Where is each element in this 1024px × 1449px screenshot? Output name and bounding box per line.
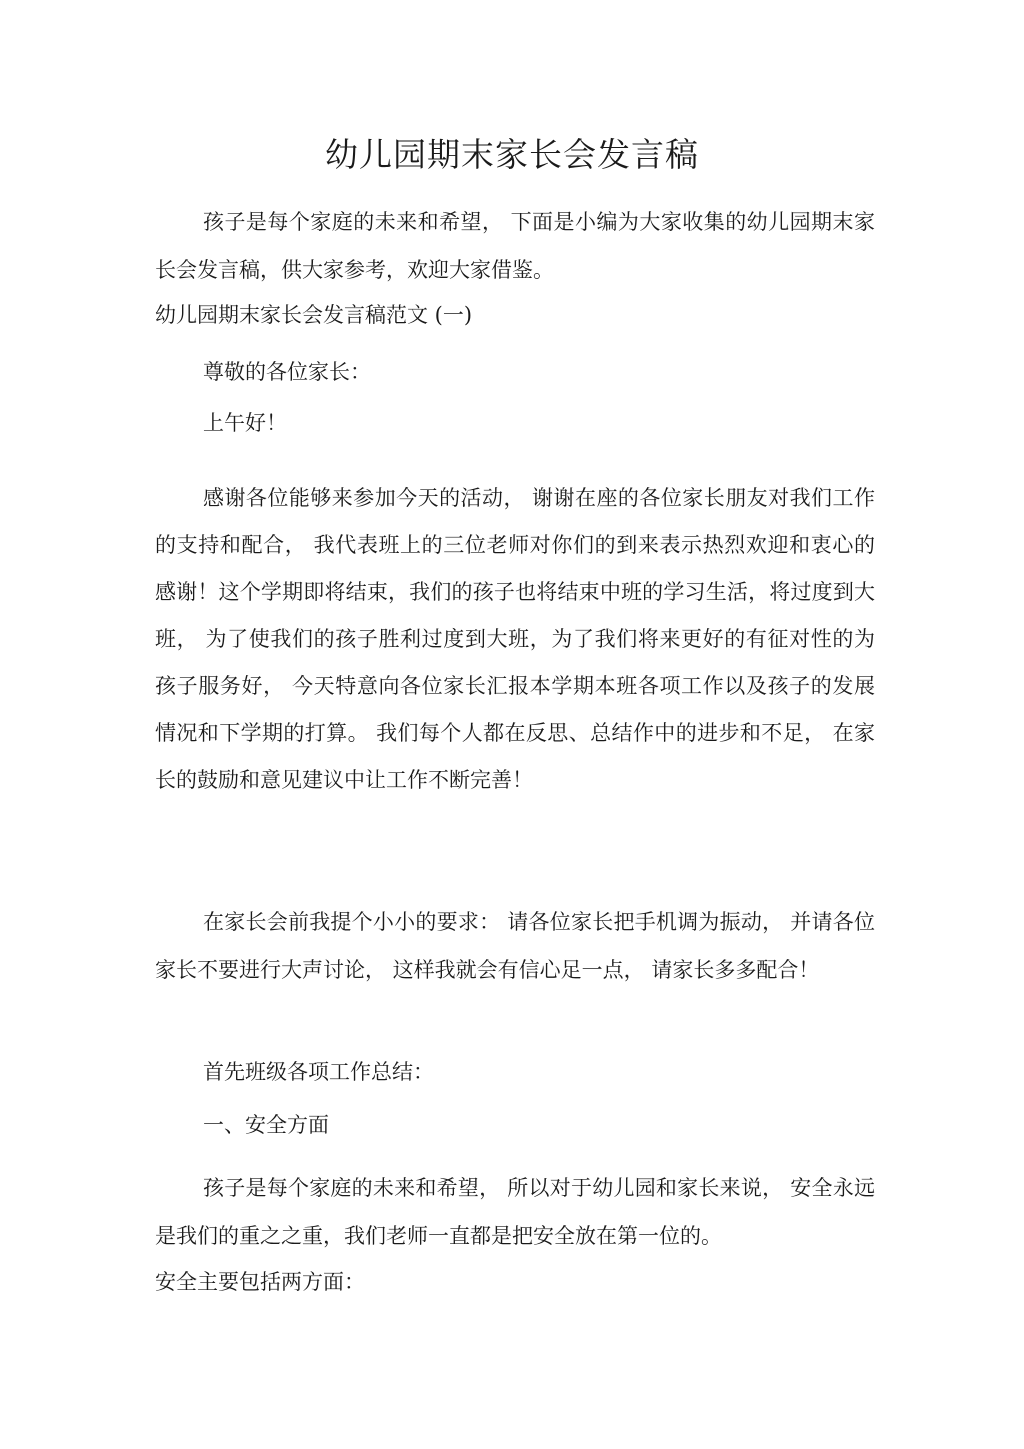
greeting: 上午好！ (203, 411, 287, 435)
intro-paragraph: 孩子是每个家庭的未来和希望， 下面是小编为大家收集的幼儿园期末家长会发言稿，供大家参考，欢迎大家借鉴。 (155, 210, 875, 282)
safety-paragraph: 孩子是每个家庭的未来和希望， 所以对于幼儿园和家长来说， 安全永远是我们的重之之重，我们老师一直都是把安全放在第一位的。 (155, 1176, 875, 1248)
salutation: 尊敬的各位家长： (203, 360, 371, 384)
request-paragraph: 在家长会前我提个小小的要求： 请各位家长把手机调为振动， 并请各位家长不要进行大声讨论， 这样我就会有信心足一点， 请家长多多配合！ (155, 910, 875, 982)
safety-heading: 一、安全方面 (203, 1113, 329, 1137)
summary-heading: 首先班级各项工作总结： (203, 1060, 434, 1084)
safety-two-aspects: 安全主要包括两方面： (155, 1270, 365, 1294)
section-heading: 幼儿园期末家长会发言稿范文 (一) (155, 303, 473, 327)
page-title: 幼儿园期末家长会发言稿 (325, 135, 699, 174)
thanks-paragraph: 感谢各位能够来参加今天的活动， 谢谢在座的各位家长朋友对我们工作的支持和配合， 我代表班上的三位老师对你们的到来表示热烈欢迎和衷心的感谢！这个学期即将结束，我们的孩子也将结束中班的学习生活，将过度到大班， 为了使我们的孩子胜利过度到大班，为了我们将来更好的有征对性的为孩子服务好， 今天特意向各位家长汇报本学期本班各项工作以及孩子的发展情况和下学期的打算。 我们每个人都在反思、总结作中的进步和不足， 在家长的鼓励和意见建议中让工作不断完善！ (155, 486, 875, 792)
